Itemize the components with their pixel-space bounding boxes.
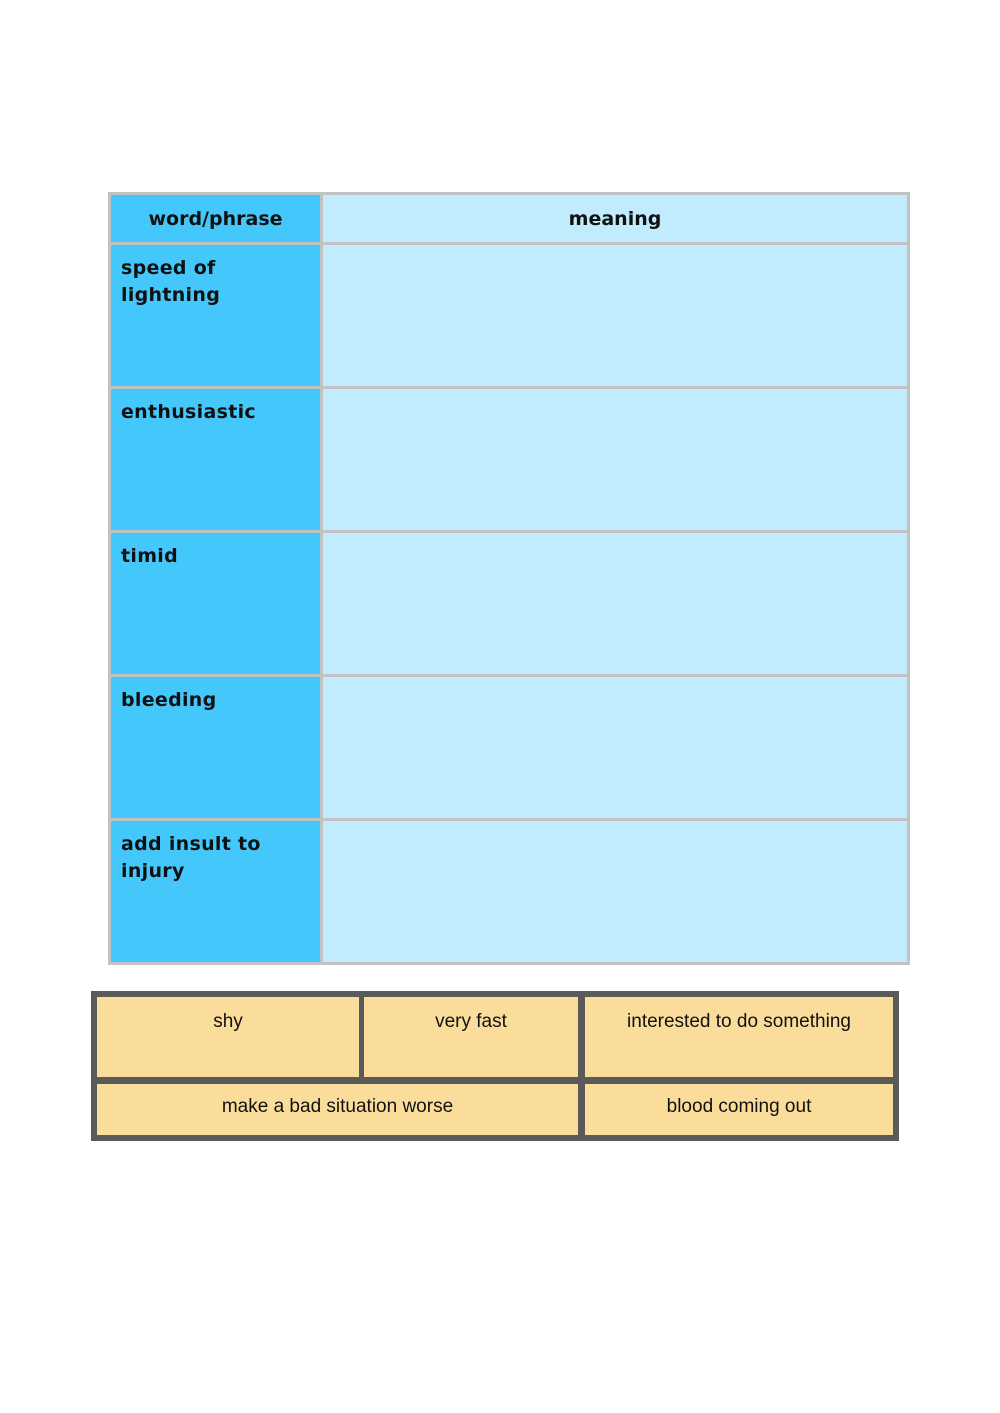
header-meaning: meaning — [322, 194, 909, 244]
word-label: add insult to injury — [121, 833, 261, 882]
answer-tile-make-worse[interactable]: make a bad situation worse — [97, 1084, 578, 1135]
answer-tile-shy[interactable]: shy — [97, 997, 359, 1077]
word-label: enthusiastic — [121, 401, 256, 423]
table-header-row — [110, 194, 909, 244]
meaning-drop-zone[interactable] — [322, 676, 909, 820]
meaning-drop-zone[interactable] — [322, 244, 909, 388]
table-row — [110, 388, 909, 532]
word-bank — [91, 991, 899, 1141]
header-word-phrase: word/phrase — [110, 194, 322, 244]
word-label: bleeding — [121, 689, 217, 711]
word-cell — [110, 820, 322, 964]
table-row — [110, 676, 909, 820]
word-cell — [110, 532, 322, 676]
meaning-drop-zone[interactable] — [322, 388, 909, 532]
answer-tile-blood[interactable]: blood coming out — [585, 1084, 893, 1135]
answer-tile-very-fast[interactable]: very fast — [364, 997, 578, 1077]
vocabulary-table — [108, 192, 910, 965]
word-cell — [110, 388, 322, 532]
meaning-drop-zone[interactable] — [322, 820, 909, 964]
word-label: speed of lightning — [121, 257, 221, 306]
table-row — [110, 244, 909, 388]
word-cell — [110, 676, 322, 820]
table-row — [110, 820, 909, 964]
meaning-drop-zone[interactable] — [322, 532, 909, 676]
table-row — [110, 532, 909, 676]
answer-tile-interested[interactable]: interested to do something — [585, 997, 893, 1077]
word-label: timid — [121, 545, 179, 567]
word-cell — [110, 244, 322, 388]
